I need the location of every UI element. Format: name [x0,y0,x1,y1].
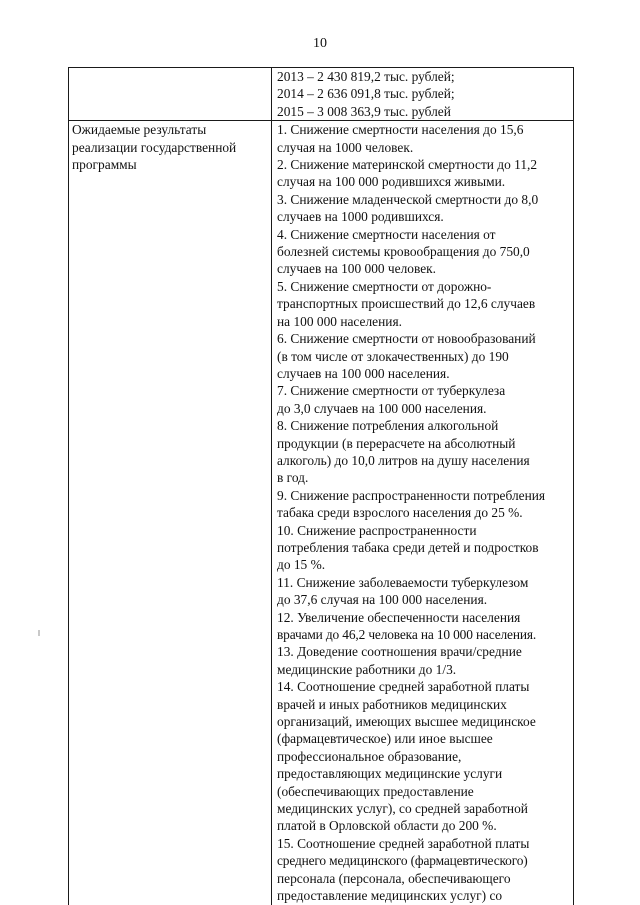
result-line: в год. [277,470,309,486]
result-line: до 37,6 случая на 100 000 населения. [277,592,488,608]
result-line: среднего медицинского (фармацевтического) [277,853,528,869]
result-line: случая на 1000 человек. [277,139,414,155]
result-line: до 15 %. [277,557,326,573]
result-line: врачами до 46,2 человека на 10 000 населения. [277,627,537,642]
page-number: 10 [313,36,327,51]
result-line: болезней системы кровообращения до 750,0 [277,244,530,260]
result-line: потребления табака среди детей и подростков [277,539,539,555]
result-line: случаев на 100 000 человек. [277,261,437,277]
result-line: (обеспечивающих предоставление [277,783,474,799]
result-line: случаев на 1000 родившихся. [277,209,444,225]
result-line: предоставляющих медицинские услуги [277,766,503,782]
result-line: профессиональное образование, [277,748,462,764]
result-line: 7. Снижение смертности от туберкулеза [277,383,506,399]
result-line: медицинских услуг), со средней заработной [277,801,528,817]
result-line: 8. Снижение потребления алкогольной [277,418,499,434]
result-line: врачей и иных работников медицинских [277,696,507,712]
result-line: 11. Снижение заболеваемости туберкулезом [277,574,529,590]
funding-years-cell [272,68,574,121]
funding-line: 2015 – 3 008 363,9 тыс. рублей [277,103,451,119]
result-line: до 3,0 случаев на 100 000 населения. [277,400,487,416]
result-line: (фармацевтическое) или иное высшее [277,731,493,747]
result-line: транспортных происшествий до 12,6 случаев [277,296,536,312]
result-line: 14. Соотношение средней заработной платы [277,679,530,695]
result-line: 4. Снижение смертности населения от [277,226,496,242]
result-line: 13. Доведение соотношения врачи/средние [277,644,522,660]
result-line: табака среди взрослого населения до 25 %. [277,505,523,521]
result-line: 1. Снижение смертности населения до 15,6 [277,122,524,138]
result-line: 3. Снижение младенческой смертности до 8,0 [277,191,539,207]
row-label-cell [69,68,272,121]
result-line: (в том числе от злокачественных) до 190 [277,348,509,364]
result-line: алкоголь) до 10,0 литров на душу населения [277,452,530,468]
result-line: 5. Снижение смертности от дорожно- [277,278,492,294]
result-line: 10. Снижение распространенности [277,522,477,538]
result-line: 9. Снижение распространенности потребления [277,487,546,503]
result-line: 15. Соотношение средней заработной платы [277,835,530,851]
result-line: 12. Увеличение обеспеченности населения [277,609,521,625]
table-row [69,68,574,121]
table-row [69,121,574,905]
result-line: 6. Снижение смертности от новообразований [277,331,536,347]
result-line: организаций, имеющих высшее медицинское [277,714,536,730]
program-passport-table [68,67,574,905]
result-line: на 100 000 населения. [277,313,402,329]
row-label-cell: Ожидаемые результаты реализации государственной программы [69,121,272,905]
result-line: предоставление медицинских услуг) со [277,888,503,904]
result-line: продукции (в перерасчете на абсолютный [277,435,516,451]
result-line: случая на 100 000 родившихся живыми. [277,174,506,190]
result-line: 2. Снижение материнской смертности до 11,2 [277,157,538,173]
result-line: медицинские работники до 1/3. [277,661,457,677]
scan-speck [38,630,40,636]
funding-line: 2014 – 2 636 091,8 тыс. рублей; [277,86,455,102]
result-line: случаев на 100 000 населения. [277,365,450,381]
result-line: персонала (персонала, обеспечивающего [277,870,511,886]
expected-results-cell [272,121,574,905]
result-line: платой в Орловской области до 200 %. [277,818,497,834]
funding-line: 2013 – 2 430 819,2 тыс. рублей; [277,69,455,84]
